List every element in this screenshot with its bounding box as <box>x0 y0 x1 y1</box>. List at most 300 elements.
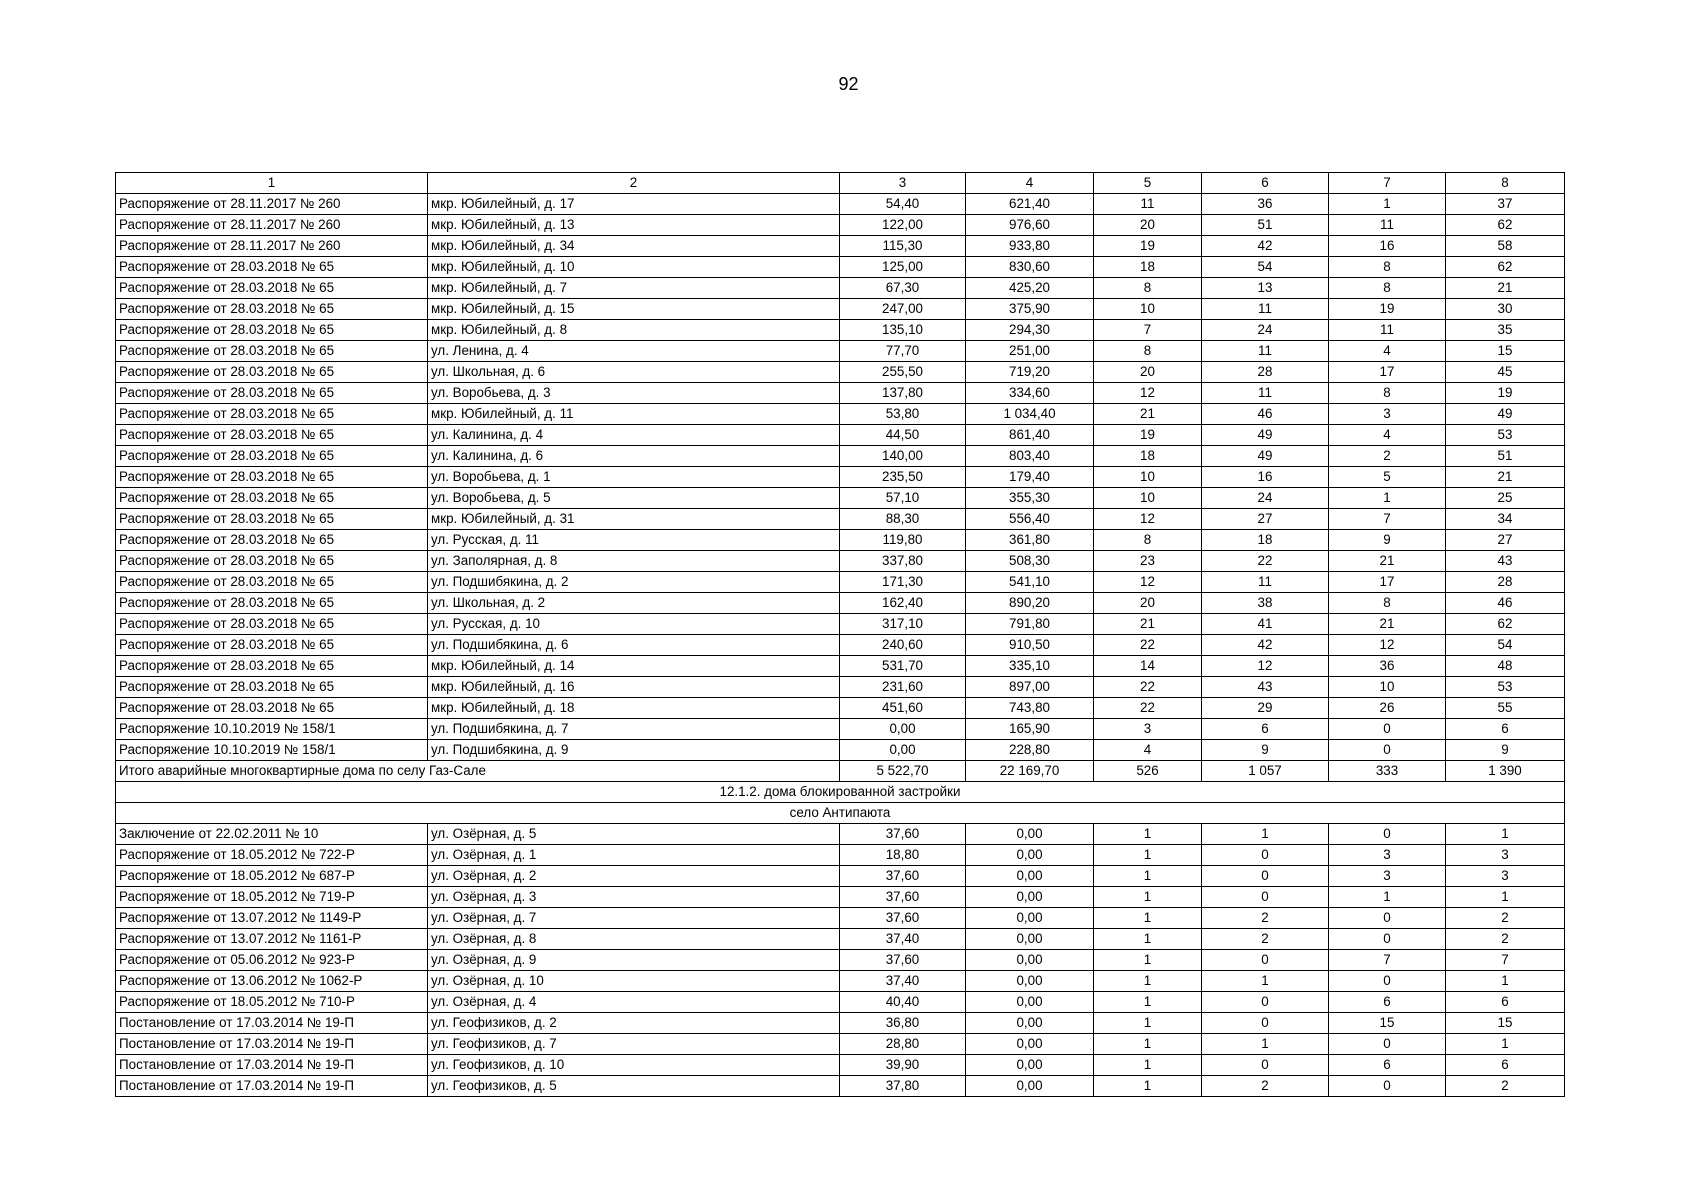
table-row <box>116 383 1565 404</box>
area-cell: 37,60 <box>840 950 966 971</box>
col6-cell: 6 <box>1202 719 1329 740</box>
area-cell: 36,80 <box>840 1013 966 1034</box>
column-number-cell: 5 <box>1094 173 1202 194</box>
page-number: 92 <box>838 74 859 94</box>
address-cell: мкр. Юбилейный, д. 11 <box>428 404 840 425</box>
col5-cell: 10 <box>1094 488 1202 509</box>
col4-cell: 976,60 <box>966 215 1094 236</box>
col5-cell: 10 <box>1094 467 1202 488</box>
col8-cell: 58 <box>1446 236 1565 257</box>
table-row <box>116 362 1565 383</box>
total-label-cell: Итого аварийные многоквартирные дома по селу Газ-Сале <box>116 761 840 782</box>
col7-cell: 8 <box>1329 257 1446 278</box>
col4-cell: 375,90 <box>966 299 1094 320</box>
address-cell: ул. Озёрная, д. 8 <box>428 929 840 950</box>
address-cell: ул. Озёрная, д. 1 <box>428 845 840 866</box>
col7-cell: 2 <box>1329 446 1446 467</box>
document-cell: Распоряжение от 28.03.2018 № 65 <box>116 572 428 593</box>
area-cell: 337,80 <box>840 551 966 572</box>
col6-cell: 46 <box>1202 404 1329 425</box>
table-row <box>116 551 1565 572</box>
area-cell: 57,10 <box>840 488 966 509</box>
col4-cell: 335,10 <box>966 656 1094 677</box>
document-cell: Распоряжение от 28.03.2018 № 65 <box>116 404 428 425</box>
col5-cell: 1 <box>1094 887 1202 908</box>
col4-cell: 425,20 <box>966 278 1094 299</box>
table-row <box>116 1076 1565 1097</box>
total-row <box>116 761 1565 782</box>
table-row <box>116 929 1565 950</box>
col8-cell: 30 <box>1446 299 1565 320</box>
document-cell: Распоряжение от 18.05.2012 № 687-Р <box>116 866 428 887</box>
area-cell: 240,60 <box>840 635 966 656</box>
address-cell: ул. Калинина, д. 6 <box>428 446 840 467</box>
document-cell: Распоряжение 10.10.2019 № 158/1 <box>116 740 428 761</box>
subsection-title-cell: село Антипаюта <box>116 803 1565 824</box>
col5-cell: 1 <box>1094 929 1202 950</box>
area-cell: 451,60 <box>840 698 966 719</box>
address-cell: ул. Воробьева, д. 5 <box>428 488 840 509</box>
col8-cell: 15 <box>1446 341 1565 362</box>
col6-cell: 24 <box>1202 320 1329 341</box>
col7-cell: 26 <box>1329 698 1446 719</box>
col6-cell: 0 <box>1202 1055 1329 1076</box>
col4-cell: 0,00 <box>966 824 1094 845</box>
col5-cell: 1 <box>1094 824 1202 845</box>
table-row <box>116 740 1565 761</box>
document-cell: Распоряжение от 28.03.2018 № 65 <box>116 383 428 404</box>
area-cell: 140,00 <box>840 446 966 467</box>
area-cell: 255,50 <box>840 362 966 383</box>
subsection-title-row <box>116 803 1565 824</box>
col4-cell: 830,60 <box>966 257 1094 278</box>
address-cell: ул. Геофизиков, д. 10 <box>428 1055 840 1076</box>
address-cell: мкр. Юбилейный, д. 14 <box>428 656 840 677</box>
table-row <box>116 719 1565 740</box>
col7-cell: 7 <box>1329 950 1446 971</box>
col8-cell: 3 <box>1446 866 1565 887</box>
document-cell: Распоряжение от 28.03.2018 № 65 <box>116 656 428 677</box>
col4-cell: 294,30 <box>966 320 1094 341</box>
col6-cell: 11 <box>1202 299 1329 320</box>
table-row <box>116 656 1565 677</box>
area-cell: 28,80 <box>840 1034 966 1055</box>
address-cell: ул. Подшибякина, д. 6 <box>428 635 840 656</box>
col8-cell: 1 <box>1446 887 1565 908</box>
document-cell: Распоряжение от 28.03.2018 № 65 <box>116 341 428 362</box>
col8-cell: 6 <box>1446 1055 1565 1076</box>
housing-register-table <box>115 172 1565 1097</box>
col7-cell: 19 <box>1329 299 1446 320</box>
address-cell: ул. Озёрная, д. 2 <box>428 866 840 887</box>
address-cell: ул. Озёрная, д. 5 <box>428 824 840 845</box>
col5-cell: 20 <box>1094 362 1202 383</box>
table-row <box>116 320 1565 341</box>
document-cell: Распоряжение от 28.11.2017 № 260 <box>116 215 428 236</box>
column-number-cell: 1 <box>116 173 428 194</box>
col5-cell: 1 <box>1094 1034 1202 1055</box>
area-cell: 44,50 <box>840 425 966 446</box>
table-row <box>116 446 1565 467</box>
document-cell: Распоряжение от 28.11.2017 № 260 <box>116 236 428 257</box>
table-row <box>116 572 1565 593</box>
document-cell: Распоряжение от 28.03.2018 № 65 <box>116 278 428 299</box>
address-cell: мкр. Юбилейный, д. 15 <box>428 299 840 320</box>
col6-cell: 1 <box>1202 971 1329 992</box>
total-value-cell: 5 522,70 <box>840 761 966 782</box>
table-row <box>116 635 1565 656</box>
col6-cell: 11 <box>1202 572 1329 593</box>
document-cell: Распоряжение от 28.03.2018 № 65 <box>116 551 428 572</box>
col6-cell: 0 <box>1202 1013 1329 1034</box>
table-row <box>116 971 1565 992</box>
document-cell: Распоряжение от 28.03.2018 № 65 <box>116 614 428 635</box>
col8-cell: 34 <box>1446 509 1565 530</box>
col5-cell: 1 <box>1094 908 1202 929</box>
document-cell: Распоряжение от 13.06.2012 № 1062-Р <box>116 971 428 992</box>
col4-cell: 910,50 <box>966 635 1094 656</box>
col6-cell: 24 <box>1202 488 1329 509</box>
col5-cell: 18 <box>1094 257 1202 278</box>
document-cell: Постановление от 17.03.2014 № 19-П <box>116 1034 428 1055</box>
area-cell: 37,60 <box>840 887 966 908</box>
table-row <box>116 299 1565 320</box>
document-cell: Распоряжение от 28.03.2018 № 65 <box>116 698 428 719</box>
table-row <box>116 593 1565 614</box>
address-cell: ул. Воробьева, д. 1 <box>428 467 840 488</box>
address-cell: ул. Русская, д. 10 <box>428 614 840 635</box>
section-title-row <box>116 782 1565 803</box>
col8-cell: 48 <box>1446 656 1565 677</box>
col5-cell: 1 <box>1094 971 1202 992</box>
document-cell: Распоряжение от 28.03.2018 № 65 <box>116 299 428 320</box>
address-cell: ул. Озёрная, д. 3 <box>428 887 840 908</box>
table-row <box>116 950 1565 971</box>
col4-cell: 0,00 <box>966 908 1094 929</box>
document-cell: Распоряжение от 28.03.2018 № 65 <box>116 362 428 383</box>
table-row <box>116 404 1565 425</box>
col7-cell: 0 <box>1329 971 1446 992</box>
col7-cell: 0 <box>1329 1076 1446 1097</box>
document-cell: Распоряжение от 28.03.2018 № 65 <box>116 446 428 467</box>
col5-cell: 11 <box>1094 194 1202 215</box>
col4-cell: 933,80 <box>966 236 1094 257</box>
col8-cell: 37 <box>1446 194 1565 215</box>
col8-cell: 25 <box>1446 488 1565 509</box>
col6-cell: 9 <box>1202 740 1329 761</box>
document-cell: Распоряжение от 28.03.2018 № 65 <box>116 488 428 509</box>
table-row <box>116 1013 1565 1034</box>
col6-cell: 41 <box>1202 614 1329 635</box>
col6-cell: 42 <box>1202 635 1329 656</box>
col5-cell: 4 <box>1094 740 1202 761</box>
address-cell: ул. Калинина, д. 4 <box>428 425 840 446</box>
address-cell: ул. Геофизиков, д. 7 <box>428 1034 840 1055</box>
col4-cell: 556,40 <box>966 509 1094 530</box>
col8-cell: 51 <box>1446 446 1565 467</box>
col8-cell: 55 <box>1446 698 1565 719</box>
col5-cell: 19 <box>1094 425 1202 446</box>
document-cell: Постановление от 17.03.2014 № 19-П <box>116 1013 428 1034</box>
area-cell: 53,80 <box>840 404 966 425</box>
address-cell: ул. Воробьева, д. 3 <box>428 383 840 404</box>
document-cell: Распоряжение от 18.05.2012 № 722-Р <box>116 845 428 866</box>
address-cell: мкр. Юбилейный, д. 16 <box>428 677 840 698</box>
address-cell: мкр. Юбилейный, д. 34 <box>428 236 840 257</box>
address-cell: мкр. Юбилейный, д. 13 <box>428 215 840 236</box>
document-cell: Распоряжение от 13.07.2012 № 1161-Р <box>116 929 428 950</box>
table-row <box>116 236 1565 257</box>
document-cell: Распоряжение от 28.03.2018 № 65 <box>116 635 428 656</box>
table-body <box>116 173 1565 1097</box>
table-row <box>116 677 1565 698</box>
col7-cell: 6 <box>1329 992 1446 1013</box>
col6-cell: 11 <box>1202 341 1329 362</box>
total-value-cell: 1 057 <box>1202 761 1329 782</box>
document-cell: Распоряжение от 13.07.2012 № 1149-Р <box>116 908 428 929</box>
col6-cell: 0 <box>1202 866 1329 887</box>
area-cell: 137,80 <box>840 383 966 404</box>
document-cell: Заключение от 22.02.2011 № 10 <box>116 824 428 845</box>
col5-cell: 20 <box>1094 593 1202 614</box>
col7-cell: 1 <box>1329 887 1446 908</box>
total-value-cell: 22 169,70 <box>966 761 1094 782</box>
col7-cell: 3 <box>1329 404 1446 425</box>
col4-cell: 861,40 <box>966 425 1094 446</box>
column-number-cell: 8 <box>1446 173 1565 194</box>
area-cell: 115,30 <box>840 236 966 257</box>
document-cell: Распоряжение от 28.03.2018 № 65 <box>116 593 428 614</box>
col7-cell: 5 <box>1329 467 1446 488</box>
document-cell: Распоряжение от 28.03.2018 № 65 <box>116 530 428 551</box>
document-cell: Постановление от 17.03.2014 № 19-П <box>116 1055 428 1076</box>
col6-cell: 2 <box>1202 908 1329 929</box>
address-cell: ул. Подшибякина, д. 9 <box>428 740 840 761</box>
area-cell: 0,00 <box>840 740 966 761</box>
area-cell: 247,00 <box>840 299 966 320</box>
address-cell: ул. Озёрная, д. 7 <box>428 908 840 929</box>
col7-cell: 4 <box>1329 425 1446 446</box>
col7-cell: 6 <box>1329 1055 1446 1076</box>
table-row <box>116 698 1565 719</box>
col6-cell: 49 <box>1202 425 1329 446</box>
col8-cell: 15 <box>1446 1013 1565 1034</box>
col4-cell: 355,30 <box>966 488 1094 509</box>
address-cell: ул. Школьная, д. 2 <box>428 593 840 614</box>
col8-cell: 6 <box>1446 992 1565 1013</box>
col7-cell: 1 <box>1329 194 1446 215</box>
col8-cell: 2 <box>1446 1076 1565 1097</box>
col7-cell: 11 <box>1329 215 1446 236</box>
document-cell: Распоряжение от 28.03.2018 № 65 <box>116 320 428 341</box>
col4-cell: 0,00 <box>966 1013 1094 1034</box>
col6-cell: 0 <box>1202 992 1329 1013</box>
address-cell: мкр. Юбилейный, д. 8 <box>428 320 840 341</box>
col5-cell: 1 <box>1094 992 1202 1013</box>
col6-cell: 42 <box>1202 236 1329 257</box>
area-cell: 531,70 <box>840 656 966 677</box>
col4-cell: 791,80 <box>966 614 1094 635</box>
col6-cell: 49 <box>1202 446 1329 467</box>
col5-cell: 1 <box>1094 950 1202 971</box>
address-cell: ул. Русская, д. 11 <box>428 530 840 551</box>
col5-cell: 14 <box>1094 656 1202 677</box>
document-cell: Распоряжение от 18.05.2012 № 710-Р <box>116 992 428 1013</box>
col7-cell: 0 <box>1329 908 1446 929</box>
total-value-cell: 333 <box>1329 761 1446 782</box>
col8-cell: 1 <box>1446 1034 1565 1055</box>
col4-cell: 0,00 <box>966 866 1094 887</box>
col5-cell: 7 <box>1094 320 1202 341</box>
col6-cell: 2 <box>1202 929 1329 950</box>
table-row <box>116 215 1565 236</box>
col5-cell: 8 <box>1094 278 1202 299</box>
col6-cell: 38 <box>1202 593 1329 614</box>
col4-cell: 0,00 <box>966 950 1094 971</box>
col8-cell: 7 <box>1446 950 1565 971</box>
col4-cell: 508,30 <box>966 551 1094 572</box>
col8-cell: 45 <box>1446 362 1565 383</box>
col4-cell: 0,00 <box>966 1055 1094 1076</box>
col8-cell: 49 <box>1446 404 1565 425</box>
col7-cell: 0 <box>1329 719 1446 740</box>
address-cell: ул. Геофизиков, д. 2 <box>428 1013 840 1034</box>
table-row <box>116 425 1565 446</box>
col7-cell: 4 <box>1329 341 1446 362</box>
col8-cell: 3 <box>1446 845 1565 866</box>
col7-cell: 11 <box>1329 320 1446 341</box>
col4-cell: 0,00 <box>966 929 1094 950</box>
area-cell: 39,90 <box>840 1055 966 1076</box>
col4-cell: 897,00 <box>966 677 1094 698</box>
col5-cell: 21 <box>1094 404 1202 425</box>
col8-cell: 62 <box>1446 614 1565 635</box>
col5-cell: 22 <box>1094 698 1202 719</box>
col7-cell: 0 <box>1329 1034 1446 1055</box>
col8-cell: 1 <box>1446 824 1565 845</box>
area-cell: 122,00 <box>840 215 966 236</box>
col7-cell: 8 <box>1329 278 1446 299</box>
col5-cell: 8 <box>1094 530 1202 551</box>
document-cell: Распоряжение от 28.03.2018 № 65 <box>116 257 428 278</box>
total-value-cell: 1 390 <box>1446 761 1565 782</box>
area-cell: 231,60 <box>840 677 966 698</box>
document-cell: Распоряжение 10.10.2019 № 158/1 <box>116 719 428 740</box>
col5-cell: 8 <box>1094 341 1202 362</box>
col8-cell: 43 <box>1446 551 1565 572</box>
col4-cell: 0,00 <box>966 845 1094 866</box>
address-cell: ул. Озёрная, д. 9 <box>428 950 840 971</box>
col8-cell: 21 <box>1446 467 1565 488</box>
col4-cell: 743,80 <box>966 698 1094 719</box>
address-cell: мкр. Юбилейный, д. 31 <box>428 509 840 530</box>
table-row <box>116 530 1565 551</box>
area-cell: 18,80 <box>840 845 966 866</box>
col6-cell: 1 <box>1202 1034 1329 1055</box>
area-cell: 0,00 <box>840 719 966 740</box>
section-title-cell: 12.1.2. дома блокированной застройки <box>116 782 1565 803</box>
table-row <box>116 278 1565 299</box>
col8-cell: 35 <box>1446 320 1565 341</box>
col5-cell: 3 <box>1094 719 1202 740</box>
document-cell: Распоряжение от 28.11.2017 № 260 <box>116 194 428 215</box>
col7-cell: 15 <box>1329 1013 1446 1034</box>
area-cell: 37,40 <box>840 929 966 950</box>
table-row <box>116 824 1565 845</box>
address-cell: ул. Озёрная, д. 10 <box>428 971 840 992</box>
document-cell: Распоряжение от 18.05.2012 № 719-Р <box>116 887 428 908</box>
address-cell: ул. Озёрная, д. 4 <box>428 992 840 1013</box>
area-cell: 135,10 <box>840 320 966 341</box>
address-cell: ул. Школьная, д. 6 <box>428 362 840 383</box>
area-cell: 37,60 <box>840 824 966 845</box>
table-row <box>116 488 1565 509</box>
col8-cell: 27 <box>1446 530 1565 551</box>
area-cell: 54,40 <box>840 194 966 215</box>
col8-cell: 62 <box>1446 257 1565 278</box>
col5-cell: 12 <box>1094 572 1202 593</box>
col6-cell: 27 <box>1202 509 1329 530</box>
col4-cell: 0,00 <box>966 887 1094 908</box>
area-cell: 317,10 <box>840 614 966 635</box>
col6-cell: 0 <box>1202 887 1329 908</box>
col4-cell: 621,40 <box>966 194 1094 215</box>
col4-cell: 251,00 <box>966 341 1094 362</box>
col8-cell: 2 <box>1446 908 1565 929</box>
address-cell: ул. Заполярная, д. 8 <box>428 551 840 572</box>
col4-cell: 361,80 <box>966 530 1094 551</box>
col7-cell: 17 <box>1329 362 1446 383</box>
col8-cell: 2 <box>1446 929 1565 950</box>
table-row <box>116 614 1565 635</box>
col4-cell: 165,90 <box>966 719 1094 740</box>
table-row <box>116 908 1565 929</box>
area-cell: 119,80 <box>840 530 966 551</box>
col8-cell: 46 <box>1446 593 1565 614</box>
col7-cell: 0 <box>1329 740 1446 761</box>
col6-cell: 43 <box>1202 677 1329 698</box>
address-cell: мкр. Юбилейный, д. 7 <box>428 278 840 299</box>
col6-cell: 29 <box>1202 698 1329 719</box>
col8-cell: 19 <box>1446 383 1565 404</box>
col7-cell: 9 <box>1329 530 1446 551</box>
col5-cell: 1 <box>1094 866 1202 887</box>
table-row <box>116 341 1565 362</box>
column-number-cell: 6 <box>1202 173 1329 194</box>
col8-cell: 54 <box>1446 635 1565 656</box>
col7-cell: 3 <box>1329 866 1446 887</box>
col7-cell: 17 <box>1329 572 1446 593</box>
col7-cell: 21 <box>1329 614 1446 635</box>
col5-cell: 1 <box>1094 1055 1202 1076</box>
col7-cell: 0 <box>1329 929 1446 950</box>
area-cell: 171,30 <box>840 572 966 593</box>
col6-cell: 16 <box>1202 467 1329 488</box>
table-row <box>116 887 1565 908</box>
table-row <box>116 467 1565 488</box>
area-cell: 125,00 <box>840 257 966 278</box>
column-number-cell: 7 <box>1329 173 1446 194</box>
document-cell: Распоряжение от 28.03.2018 № 65 <box>116 677 428 698</box>
area-cell: 37,60 <box>840 908 966 929</box>
col4-cell: 179,40 <box>966 467 1094 488</box>
table-row <box>116 509 1565 530</box>
col8-cell: 6 <box>1446 719 1565 740</box>
col6-cell: 22 <box>1202 551 1329 572</box>
total-value-cell: 526 <box>1094 761 1202 782</box>
table-row <box>116 866 1565 887</box>
table-row <box>116 194 1565 215</box>
